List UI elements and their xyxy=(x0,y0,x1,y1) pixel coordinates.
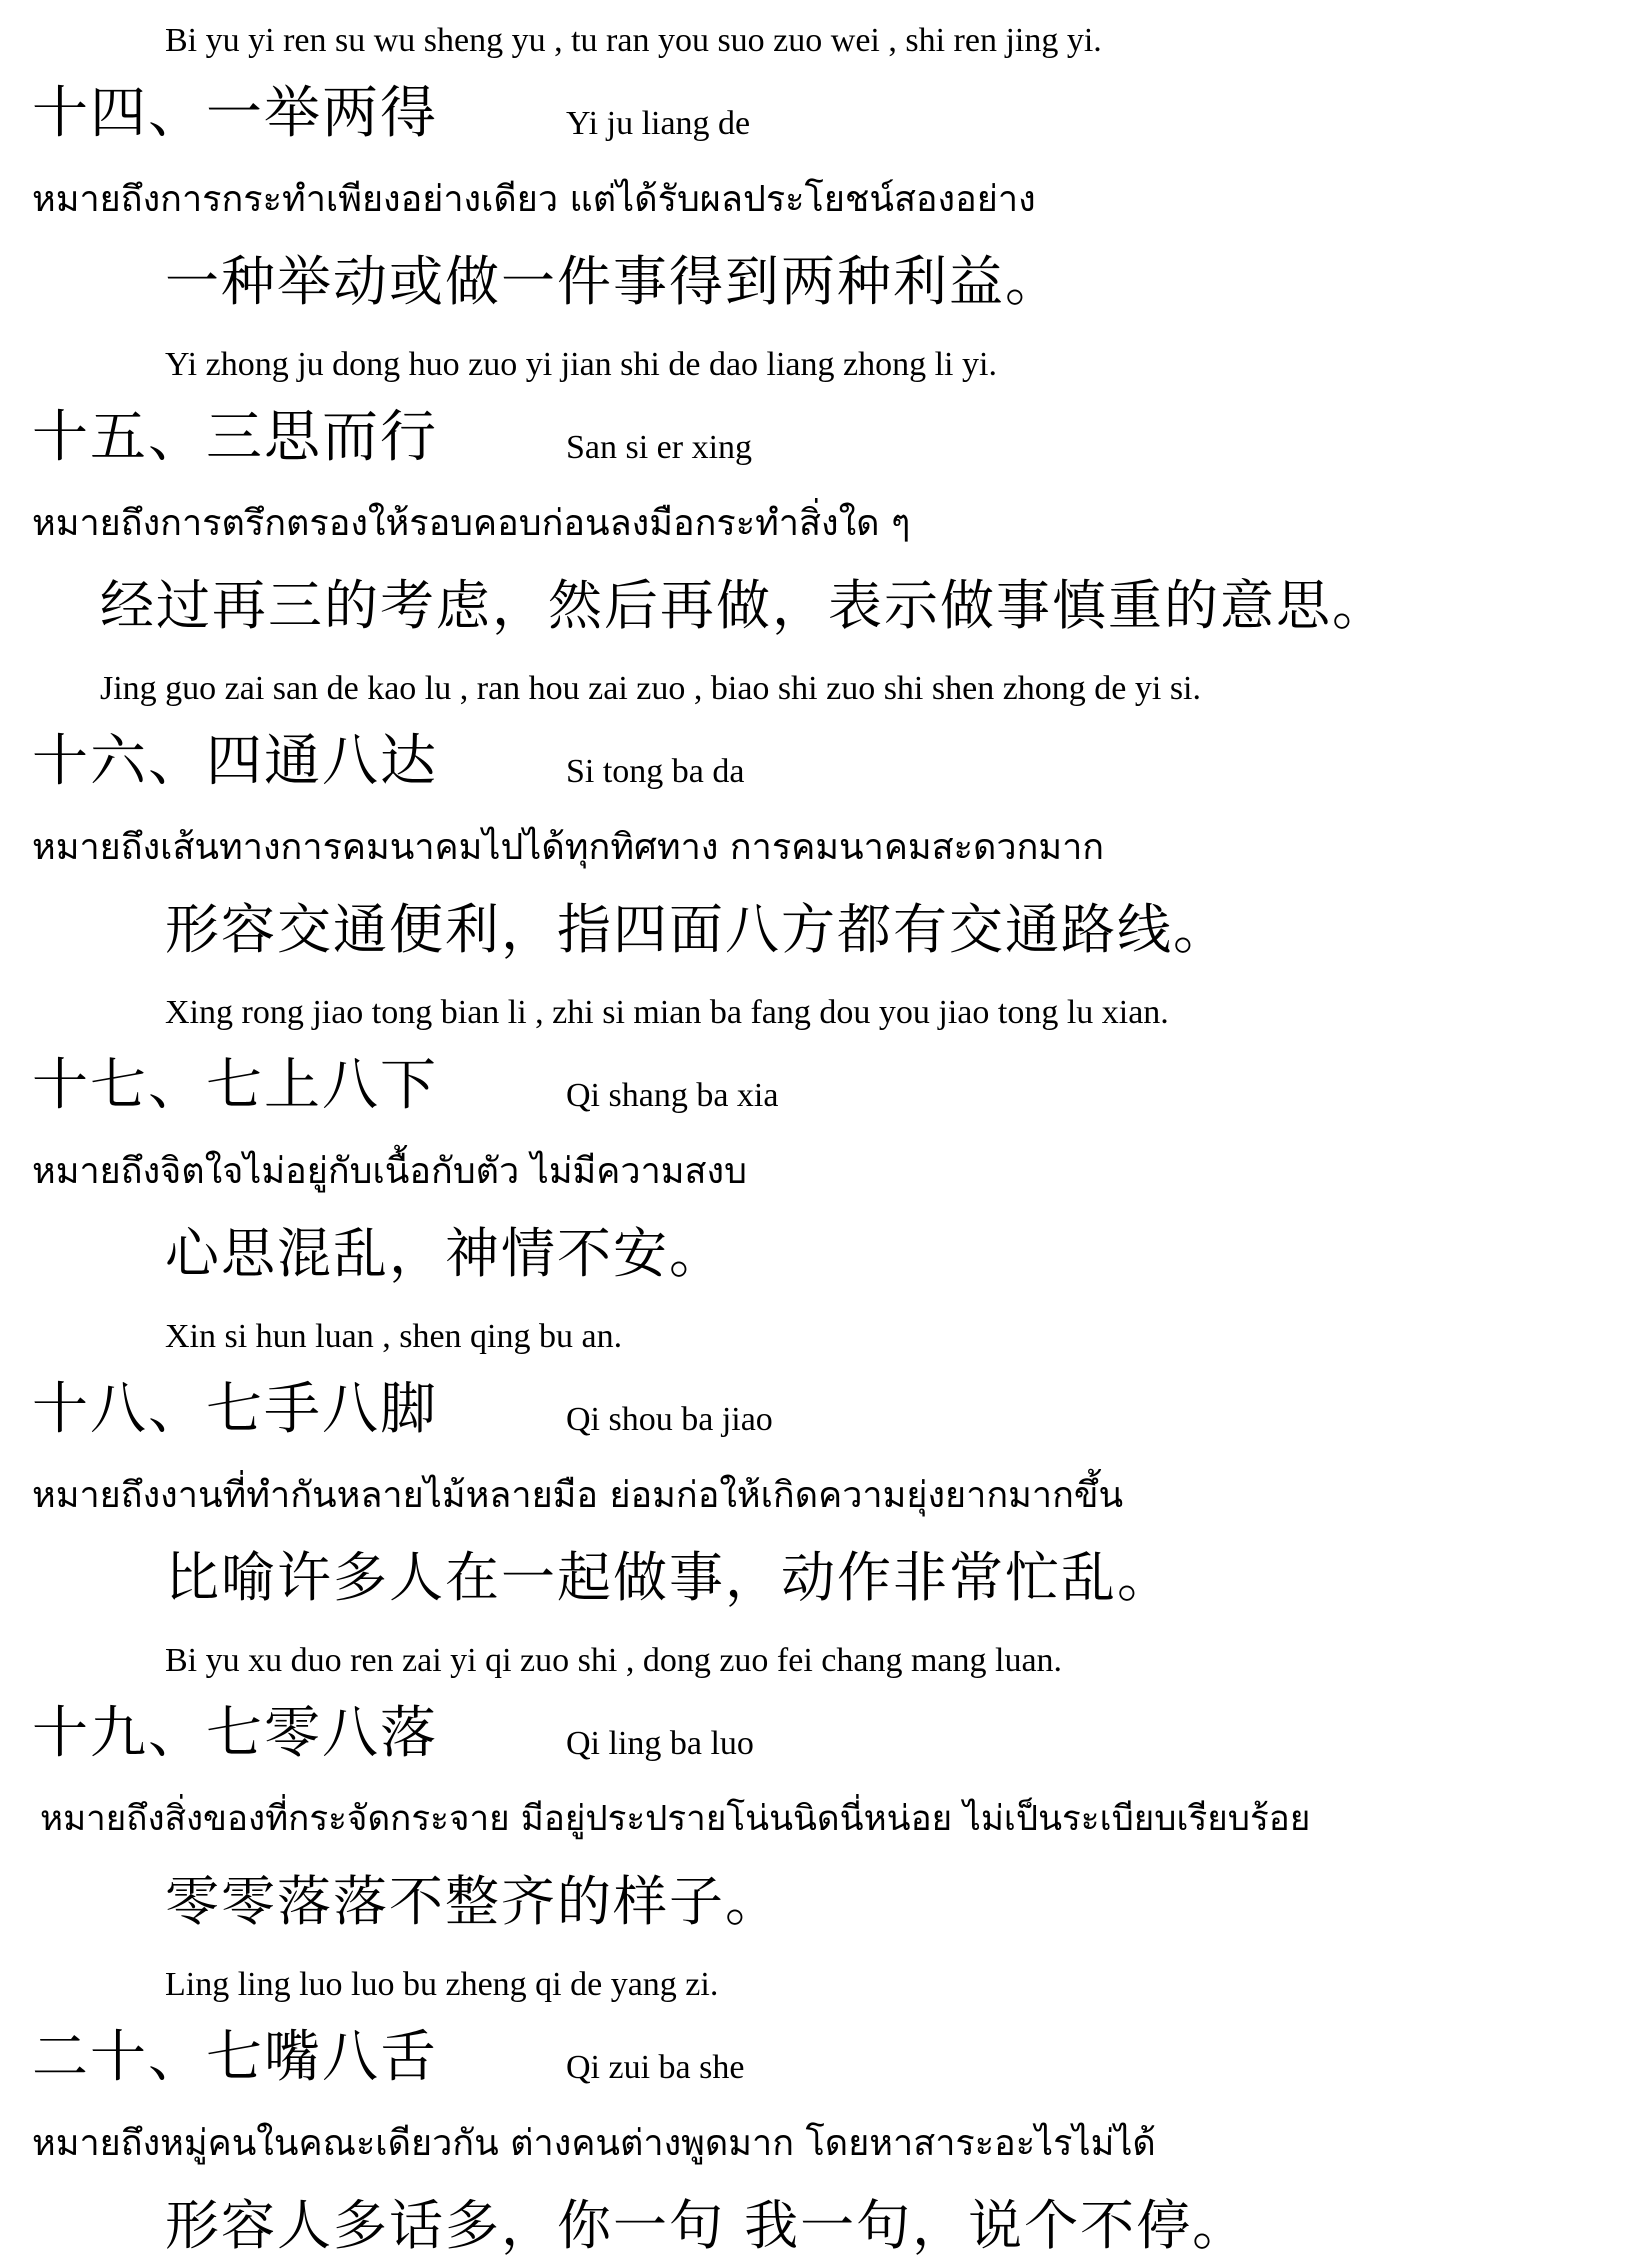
entry-16-thai: หมายถึงเส้นทางการคมนาคมไปได้ทุกทิศทาง การคมนาคมสะดวกมาก xyxy=(32,827,1105,868)
entry-16-pinyin: Xing rong jiao tong bian li , zhi si mian ba fang dou you jiao tong lu xian. xyxy=(165,994,1169,1031)
entry-14-heading-pinyin: Yi ju liang de xyxy=(566,105,751,142)
entry-16-chinese: 形容交通便利，指四面八方都有交通路线。 xyxy=(165,898,1229,961)
entry-20-heading-pinyin: Qi zui ba she xyxy=(566,2049,745,2086)
entry-17-heading: 十七、七上八下 xyxy=(32,1053,438,1118)
entry-15-pinyin: Jing guo zai san de kao lu , ran hou zai zuo , biao shi zuo shi shen zhong de yi si. xyxy=(100,670,1201,707)
entry-18-heading: 十八、七手八脚 xyxy=(32,1377,438,1442)
entry-18-chinese: 比喻许多人在一起做事，动作非常忙乱。 xyxy=(165,1546,1173,1609)
entry-14-chinese: 一种举动或做一件事得到两种利益。 xyxy=(165,250,1061,313)
entry-17-pinyin: Xin si hun luan , shen qing bu an. xyxy=(165,1318,623,1355)
entry-15-thai: หมายถึงการตรึกตรองให้รอบคอบก่อนลงมือกระทำสิ่งใด ๆ xyxy=(32,503,911,544)
entry-16-heading: 十六、四通八达 xyxy=(32,729,438,794)
entry-14-thai: หมายถึงการกระทำเพียงอย่างเดียว แต่ได้รับผลประโยชน์สองอย่าง xyxy=(32,179,1036,220)
entry-15-heading: 十五、三思而行 xyxy=(32,405,438,470)
entry-19-chinese: 零零落落不整齐的样子。 xyxy=(165,1870,781,1933)
entry-20-thai: หมายถึงหมู่คนในคณะเดียวกัน ต่างคนต่างพูดมาก โดยหาสาระอะไรไม่ได้ xyxy=(32,2123,1156,2164)
entry-16-heading-pinyin: Si tong ba da xyxy=(566,753,745,790)
entry-14-heading: 十四、一举两得 xyxy=(32,81,438,146)
intro-pinyin: Bi yu yi ren su wu sheng yu , tu ran you suo zuo wei , shi ren jing yi. xyxy=(165,22,1102,59)
entry-18-pinyin: Bi yu xu duo ren zai yi qi zuo shi , dong zuo fei chang mang luan. xyxy=(165,1642,1063,1679)
entry-14-pinyin: Yi zhong ju dong huo zuo yi jian shi de dao liang zhong li yi. xyxy=(165,346,997,383)
entry-20-heading: 二十、七嘴八舌 xyxy=(32,2025,438,2090)
entry-18-thai: หมายถึงงานที่ทำกันหลายไม้หลายมือ ย่อมก่อให้เกิดความยุ่งยากมากขึ้น xyxy=(32,1475,1124,1516)
entry-19-thai: หมายถึงสิ่งของที่กระจัดกระจาย มีอยู่ประปรายโน่นนิดนี่หน่อย ไม่เป็นระเบียบเรียบร้อย xyxy=(40,1799,1311,1839)
entry-18-heading-pinyin: Qi shou ba jiao xyxy=(566,1401,773,1438)
entry-15-heading-pinyin: San si er xing xyxy=(566,429,753,466)
entry-20-chinese: 形容人多话多，你一句 我一句，说个不停。 xyxy=(165,2194,1249,2257)
entry-15-chinese: 经过再三的考虑，然后再做，表示做事慎重的意思。 xyxy=(100,574,1388,637)
entry-17-chinese: 心思混乱，神情不安。 xyxy=(165,1222,725,1285)
entry-19-heading: 十九、七零八落 xyxy=(32,1701,438,1766)
entry-17-thai: หมายถึงจิตใจไม่อยู่กับเนื้อกับตัว ไม่มีความสงบ xyxy=(32,1151,747,1192)
entry-17-heading-pinyin: Qi shang ba xia xyxy=(566,1077,779,1114)
entry-19-heading-pinyin: Qi ling ba luo xyxy=(566,1725,754,1762)
entry-19-pinyin: Ling ling luo luo bu zheng qi de yang zi. xyxy=(165,1966,719,2003)
